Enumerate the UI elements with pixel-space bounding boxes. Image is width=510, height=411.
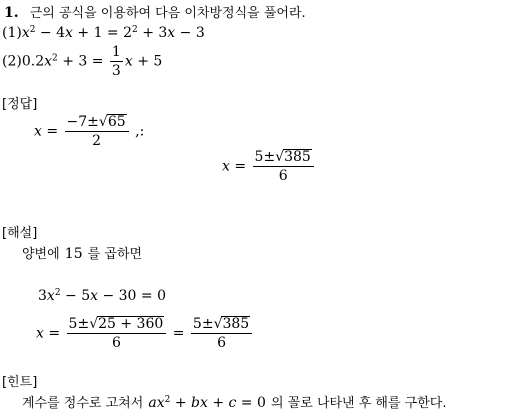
explanation-fraction-2-denominator: 6	[217, 335, 227, 351]
answer-2-denominator: 6	[278, 168, 288, 184]
explanation-fraction-1: $\frac{5\pm√25 + 360}{6}$	[67, 315, 167, 352]
answer-1-numerator: −7±	[66, 114, 99, 130]
step-text-a: 양변에	[22, 247, 60, 262]
answer-solution-1: x = $\frac{-7\pm√65}{2}$ ,:	[34, 114, 145, 149]
answer-solution-2: x = $\frac{5\pm√385}{6}$	[222, 148, 316, 185]
explanation-fraction-1-radicand: 25 + 360	[98, 316, 164, 332]
hint-text-a: 계수를 정수로 고쳐서	[22, 396, 144, 411]
explanation-fraction-2-numerator: 5±	[192, 316, 214, 332]
hint-text: 계수를 정수로 고쳐서 $ax^2$ + bx + c = 0 의 꼴로 나타낸 후 해를 구한다.	[22, 395, 447, 411]
step-number: 15	[64, 246, 83, 262]
equation-1: $(1)x^2 - 4x + 1 = 2^2 + 3x - 3$	[2, 25, 205, 41]
answer-1-radicand: 65	[107, 114, 126, 130]
hint-heading: [힌트]	[2, 375, 38, 390]
step-text-b: 를 곱하면	[87, 247, 143, 262]
answer-2-fraction: $\frac{5\pm√385}{6}$	[253, 148, 314, 185]
equation-2-label: (2)	[2, 53, 22, 70]
answer-1-fraction: $\frac{-7\pm√65}{2}$	[65, 113, 129, 150]
answer-1-denominator: 2	[92, 133, 102, 149]
answer-2-radicand: 385	[284, 149, 311, 165]
problem-header	[4, 2, 306, 21]
problem-number: 1.	[4, 5, 19, 21]
problem-title: 근의 공식을 이용하여 다음 이차방정식을 풀어라.	[29, 6, 306, 21]
explanation-heading: [해설]	[2, 226, 38, 241]
explanation-fraction-2: $\frac{5\pm√385}{6}$	[191, 315, 252, 352]
explanation-solution: x = $\frac{5\pm√25 + 360}{6}$ = $\frac{5\pm√385}{6}$	[36, 315, 254, 352]
equation-1-label: (1)	[2, 25, 22, 41]
fraction-one-third: $\frac{1}{3}$	[111, 44, 121, 79]
explanation-fraction-1-numerator: 5±	[68, 316, 90, 332]
answer-separator: ,:	[130, 123, 145, 140]
explanation-equation: $3x^2 - 5x - 30 = 0$	[38, 288, 166, 304]
equation-2: $(2)0.2x^2 + 3$ = $\frac{1}{3}$ x + 5	[2, 44, 163, 79]
hint-text-b: 의 꼴로 나타낸 후 해를 구한다.	[271, 396, 447, 411]
answer-heading: [정답]	[2, 97, 38, 112]
explanation-fraction-1-denominator: 6	[111, 335, 121, 351]
answer-2-numerator: 5±	[254, 149, 276, 165]
explanation-step	[22, 243, 142, 262]
explanation-fraction-2-radicand: 385	[222, 316, 250, 332]
